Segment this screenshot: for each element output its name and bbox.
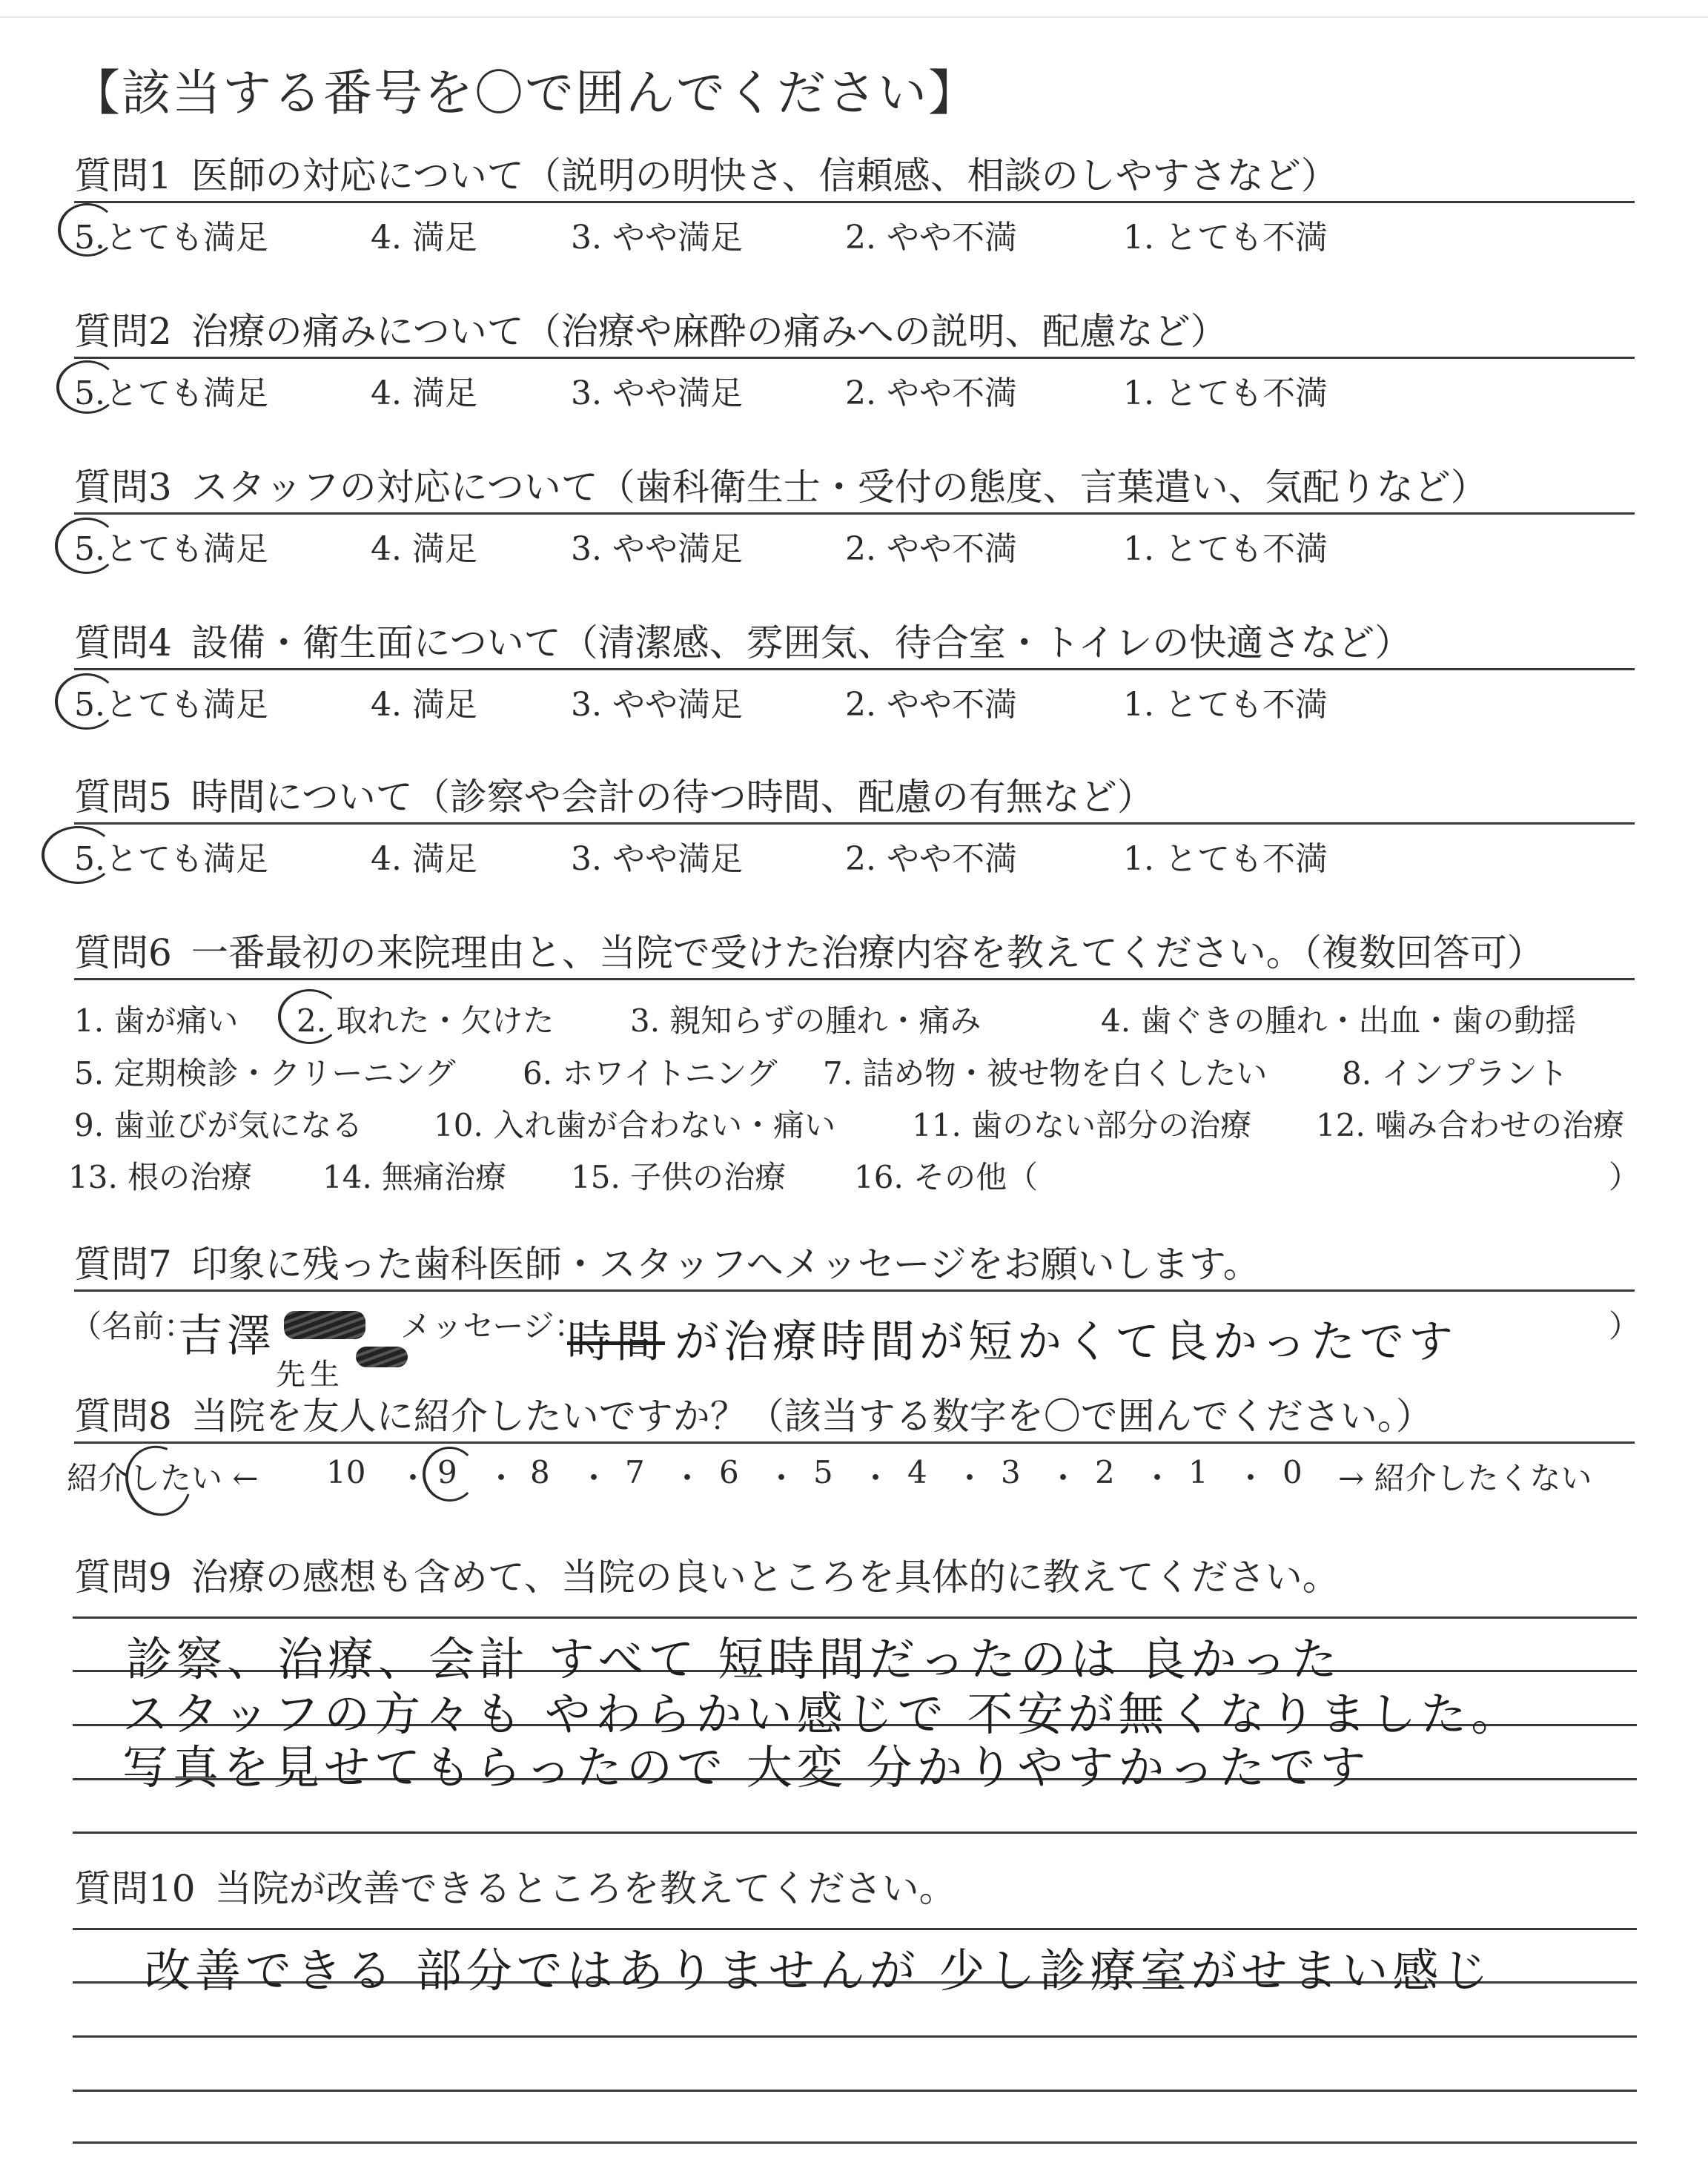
selection-circle — [42, 826, 115, 884]
option-2[interactable]: 2. やや不満 — [845, 686, 1017, 724]
option-1[interactable]: 1. 歯が痛い — [74, 1003, 239, 1039]
question-text: 医師の対応について（説明の明快さ、信頼感、相談のしやすさなど） — [191, 154, 1338, 197]
rating-options — [74, 515, 1635, 567]
message-struck: 時間 — [567, 1316, 665, 1368]
page-top-edge — [0, 16, 1708, 18]
option-7[interactable]: 7. 詰め物・被せ物を白くしたい — [823, 1055, 1268, 1091]
page-title: 【該当する番号を〇で囲んでください】 — [71, 65, 979, 122]
question-number: 質問9 — [74, 1556, 172, 1599]
close-paren: ） — [1609, 1159, 1641, 1195]
rating-options — [74, 203, 1635, 255]
selection-circle — [423, 1447, 477, 1502]
option-2[interactable]: 2. やや不満 — [845, 530, 1017, 568]
stray-mark — [114, 1435, 202, 1527]
question-number: 質問3 — [74, 466, 172, 509]
option-3[interactable]: 3. やや満足 — [571, 219, 743, 257]
option-11[interactable]: 11. 歯のない部分の治療 — [912, 1107, 1252, 1143]
option-4[interactable]: 4. 満足 — [371, 840, 477, 878]
option-13[interactable]: 13. 根の治療 — [68, 1159, 253, 1195]
score-2[interactable]: 2 — [1095, 1454, 1115, 1490]
score-1[interactable]: 1 — [1188, 1454, 1208, 1490]
option-2[interactable]: 2. やや不満 — [845, 219, 1017, 257]
option-10[interactable]: 10. 入れ歯が合わない・痛い — [434, 1107, 836, 1143]
recommend-scale — [67, 1444, 1635, 1503]
score-10[interactable]: 10 — [326, 1454, 366, 1490]
answer-handwritten-line-1[interactable]: 改善できる 部分ではありませんが 少し診療室がせまい感じ — [145, 1943, 1494, 1998]
score-5[interactable]: 5 — [813, 1454, 833, 1490]
name-label: （名前： — [70, 1308, 196, 1344]
option-16[interactable]: 16. その他（ — [854, 1159, 1039, 1195]
question-7 — [70, 1241, 1641, 1392]
question-number: 質問8 — [74, 1395, 172, 1438]
option-15[interactable]: 15. 子供の治療 — [571, 1159, 787, 1195]
dot-separator: ・ — [486, 1460, 517, 1496]
score-8[interactable]: 8 — [530, 1454, 550, 1490]
score-6[interactable]: 6 — [719, 1454, 739, 1490]
redaction-scribble — [284, 1311, 365, 1339]
option-4[interactable]: 4. 満足 — [371, 219, 477, 257]
question-text: 時間について（診察や会計の待つ時間、配慮の有無など） — [191, 776, 1154, 819]
option-12[interactable]: 12. 噛み合わせの治療 — [1316, 1107, 1625, 1143]
option-5[interactable]: 5.とても満足 — [74, 374, 268, 412]
dot-separator: ・ — [578, 1460, 610, 1496]
option-1[interactable]: 1. とても不満 — [1123, 530, 1328, 568]
answer-handwritten-line-2[interactable]: スタッフの方々も やわらかい感じで 不安が無くなりました。 — [122, 1687, 1522, 1741]
dot-separator: ・ — [860, 1460, 892, 1496]
option-8[interactable]: 8. インプラント — [1342, 1055, 1569, 1091]
option-4[interactable]: 4. 満足 — [371, 686, 477, 724]
question-text: 印象に残った歯科医師・スタッフへメッセージをお願いします。 — [191, 1243, 1260, 1286]
score-0[interactable]: 0 — [1282, 1454, 1302, 1490]
question-4 — [74, 619, 1635, 722]
question-text: 一番最初の来院理由と、当院で受けた治療内容を教えてください。（複数回答可） — [191, 931, 1544, 974]
score-7[interactable]: 7 — [625, 1454, 645, 1490]
close-paren: ） — [1609, 1308, 1641, 1344]
question-1 — [74, 152, 1635, 255]
question-number: 質問7 — [74, 1243, 172, 1286]
option-2[interactable]: 2. 取れた・欠けた — [297, 1003, 555, 1039]
answer-line — [73, 1616, 1637, 1619]
dot-separator: ・ — [397, 1460, 429, 1496]
option-5[interactable]: 5. 定期検診・クリーニング — [74, 1055, 456, 1091]
question-2 — [74, 308, 1635, 411]
answer-line — [73, 1832, 1637, 1834]
answer-line — [73, 2090, 1637, 2092]
option-5[interactable]: 5.とても満足 — [74, 686, 268, 724]
answer-handwritten-line-1[interactable]: 診察、治療、会計 すべて 短時間だったのは 良かった — [126, 1632, 1342, 1686]
rating-options — [74, 670, 1635, 722]
selection-circle — [278, 989, 341, 1044]
dot-separator: ・ — [954, 1460, 986, 1496]
option-4[interactable]: 4. 満足 — [371, 374, 477, 412]
rating-options — [74, 359, 1635, 411]
question-number: 質問5 — [74, 776, 172, 819]
score-3[interactable]: 3 — [1001, 1454, 1021, 1490]
option-3[interactable]: 3. やや満足 — [571, 840, 743, 878]
name-suffix-handwritten: 先生 — [276, 1358, 344, 1392]
recommend-left-label: 紹介したい ← — [67, 1460, 259, 1496]
redaction-scribble — [356, 1347, 408, 1367]
selection-circle — [55, 518, 118, 574]
option-6[interactable]: 6. ホワイトニング — [523, 1055, 778, 1091]
option-2[interactable]: 2. やや不満 — [845, 374, 1017, 412]
question-8 — [67, 1393, 1635, 1503]
option-1[interactable]: 1. とても不満 — [1123, 374, 1328, 412]
score-9[interactable]: 9 — [437, 1454, 457, 1490]
dot-separator: ・ — [672, 1460, 704, 1496]
dot-separator: ・ — [1142, 1460, 1174, 1496]
message-label: メッセージ： — [400, 1308, 586, 1344]
question-number: 質問6 — [74, 931, 172, 974]
rating-options — [74, 825, 1635, 876]
option-3[interactable]: 3. やや満足 — [571, 530, 743, 568]
option-2[interactable]: 2. やや不満 — [845, 840, 1017, 878]
option-4[interactable]: 4. 歯ぐきの腫れ・出血・歯の動揺 — [1101, 1003, 1577, 1039]
recommend-right-label: → 紹介したくない — [1338, 1460, 1592, 1496]
question-number: 質問2 — [74, 310, 172, 353]
option-5[interactable]: 5.とても満足 — [74, 530, 268, 568]
question-text: スタッフの対応について（歯科衛生士・受付の態度、言葉遣い、気配りなど） — [191, 466, 1488, 509]
question-text: 設備・衛生面について（清潔感、雰囲気、待合室・トイレの快適さなど） — [191, 621, 1412, 664]
question-number: 質問10 — [74, 1867, 196, 1910]
option-9[interactable]: 9. 歯並びが気になる — [74, 1107, 363, 1143]
dot-separator: ・ — [1235, 1460, 1267, 1496]
question-number: 質問4 — [74, 621, 172, 664]
question-9 — [74, 1553, 1635, 1601]
answer-handwritten-line-3[interactable]: 写真を見せてもらったので 大変 分かりやすかったです — [122, 1740, 1371, 1794]
selection-circle — [58, 203, 116, 257]
option-3[interactable]: 3. 親知らずの腫れ・痛み — [630, 1003, 982, 1039]
question-3 — [74, 463, 1635, 567]
option-3[interactable]: 3. やや満足 — [571, 686, 743, 724]
question-5 — [74, 773, 1635, 876]
dot-separator: ・ — [766, 1460, 798, 1496]
answer-line — [73, 2141, 1637, 2144]
selection-circle — [56, 360, 118, 414]
message-handwritten[interactable]: が治療時間が短かくて良かったです — [675, 1316, 1457, 1368]
selection-circle — [55, 673, 118, 730]
reason-options — [68, 980, 1641, 1195]
option-1[interactable]: 1. とても不満 — [1123, 219, 1328, 257]
name-handwritten[interactable]: 吉澤 — [178, 1310, 276, 1362]
question-6 — [68, 929, 1641, 1195]
answer-line — [73, 2035, 1637, 2038]
option-14[interactable]: 14. 無痛治療 — [322, 1159, 507, 1195]
score-4[interactable]: 4 — [907, 1454, 927, 1490]
dot-separator: ・ — [1047, 1460, 1079, 1496]
question-text: 治療の感想も含めて、当院の良いところを具体的に教えてください。 — [191, 1556, 1340, 1599]
question-number: 質問1 — [74, 154, 172, 197]
option-4[interactable]: 4. 満足 — [371, 530, 477, 568]
option-1[interactable]: 1. とても不満 — [1123, 840, 1328, 878]
question-10 — [74, 1865, 1635, 1912]
question-text: 当院を友人に紹介したいですか？（該当する数字を〇で囲んでください。） — [191, 1395, 1433, 1438]
option-5[interactable]: 5.とても満足 — [74, 840, 268, 878]
option-3[interactable]: 3. やや満足 — [571, 374, 743, 412]
message-row — [70, 1292, 1641, 1392]
question-text: 当院が改善できるところを教えてください。 — [214, 1867, 956, 1910]
answer-line — [73, 1928, 1637, 1930]
question-text: 治療の痛みについて（治療や麻酔の痛みへの説明、配慮など） — [191, 310, 1228, 353]
option-5[interactable]: 5.とても満足 — [74, 219, 268, 257]
option-1[interactable]: 1. とても不満 — [1123, 686, 1328, 724]
